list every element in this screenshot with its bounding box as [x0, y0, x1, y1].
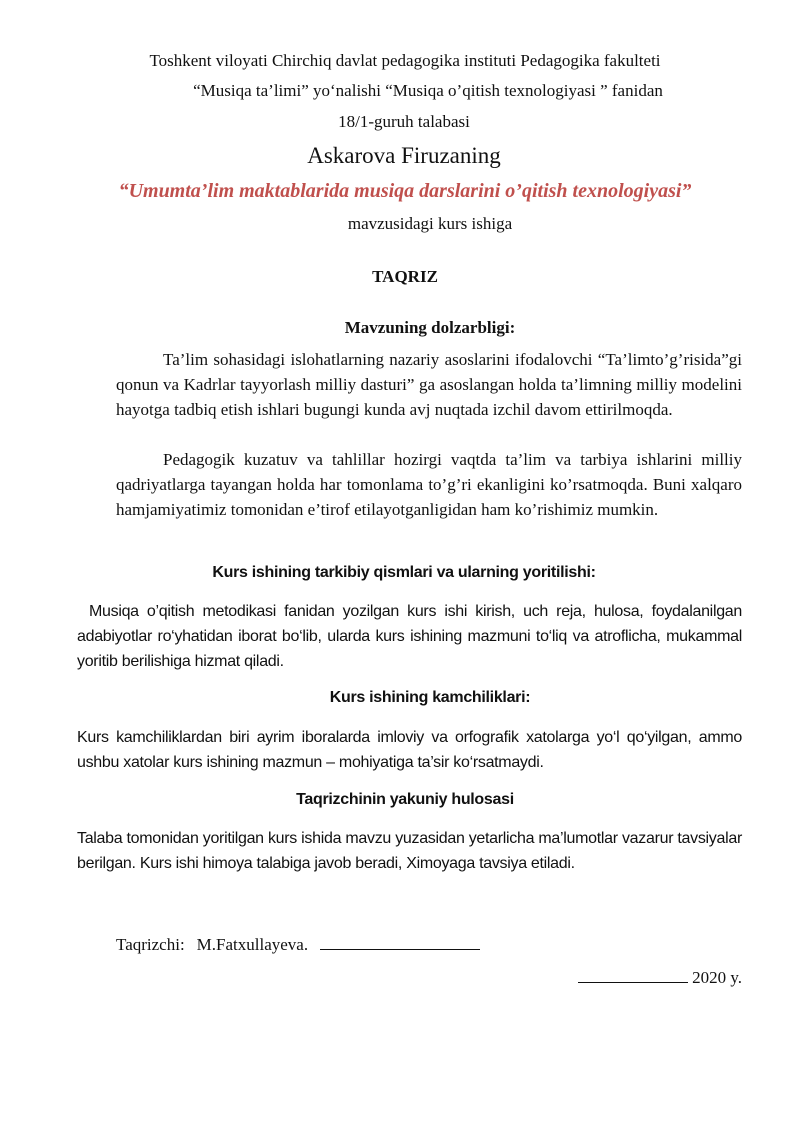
course-line: “Musiqa ta’limi” yo‘nalishi “Musiqa o’qitish texnologiyasi ” fanidan: [193, 81, 663, 100]
date-line: [578, 966, 688, 983]
group-line: 18/1-guruh talabasi: [338, 112, 470, 131]
subtitle-line: mavzusidagi kurs ishiga: [347, 214, 513, 233]
institution-line: Toshkent viloyati Chirchiq davlat pedagogika instituti Pedagogika fakulteti: [149, 51, 661, 70]
shortcomings-heading: Kurs ishining kamchiliklari:: [329, 689, 531, 706]
reviewer-label: Taqrizchi:: [116, 935, 185, 954]
structure-heading: Kurs ishining tarkibiy qismlari va ularning yoritilishi:: [212, 564, 596, 581]
reviewer-signature: [116, 933, 480, 956]
conclusion-heading: Taqrizchinin yakuniy hulosasi: [296, 791, 514, 808]
student-name: Askarova Firuzaning: [307, 143, 501, 168]
document-title: TAQRIZ: [372, 267, 438, 286]
topic-title: “Umumta’lim maktablarida musiqa darslarini o’qitish texnologiyasi”: [118, 180, 692, 202]
structure-paragraph: Musiqa o’qitish metodikasi fanidan yozilgan kurs ishi kirish, uch reja, hulosa, foydalanilgan adabiyotlar ro‘yhatidan iborat bo‘lib, ularda kurs ishining mazmuni to‘liq va atroflicha, mukammal yoritib berilishiga hizmat qiladi.: [77, 603, 742, 670]
year-label: 2020 y.: [692, 968, 742, 987]
reviewer-name: M.Fatxullayeva.: [196, 935, 309, 954]
relevance-paragraph-1: Ta’lim sohasidagi islohatlarning nazariy asoslarini ifodalovchi “Ta’limto’g’risida”gi qonun va Kadrlar tayyorlash milliy dasturi” ga asoslangan holda ta’limning milliy modelini hayotga tadbiq etish ishlari bugungi kunda avj nuqtada izchil davom ettirilmoqda.: [116, 350, 742, 419]
shortcomings-paragraph: Kurs kamchiliklardan biri ayrim iboralarda imloviy va orfografik xatolarga yo‘l qo‘yilgan, ammo ushbu xatolar kurs ishining mazmun – mohiyatiga ta’sir ko‘rsatmaydi.: [77, 729, 742, 771]
conclusion-paragraph: Talaba tomonidan yoritilgan kurs ishida mavzu yuzasidan yetarlicha ma’lumotlar vazarur tavsiyalar berilgan. Kurs ishi himoya talabiga javob beradi, Ximoyaga tavsiya etiladi.: [77, 830, 742, 872]
relevance-paragraph-2: Pedagogik kuzatuv va tahlillar hozirgi vaqtda ta’lim va tarbiya ishlarini milliy qadriyatlarga tayangan holda har tomonlama to’g’ri ekanligini ko’rsatmoqda. Buni xalqaro hamjamiyatimiz tomonidan e’tirof etilayotganligidan ham ko’rishimiz mumkin.: [116, 450, 742, 519]
date-signature: [578, 966, 742, 989]
signature-line: [320, 933, 480, 950]
relevance-heading: Mavzuning dolzarbligi:: [344, 318, 516, 337]
